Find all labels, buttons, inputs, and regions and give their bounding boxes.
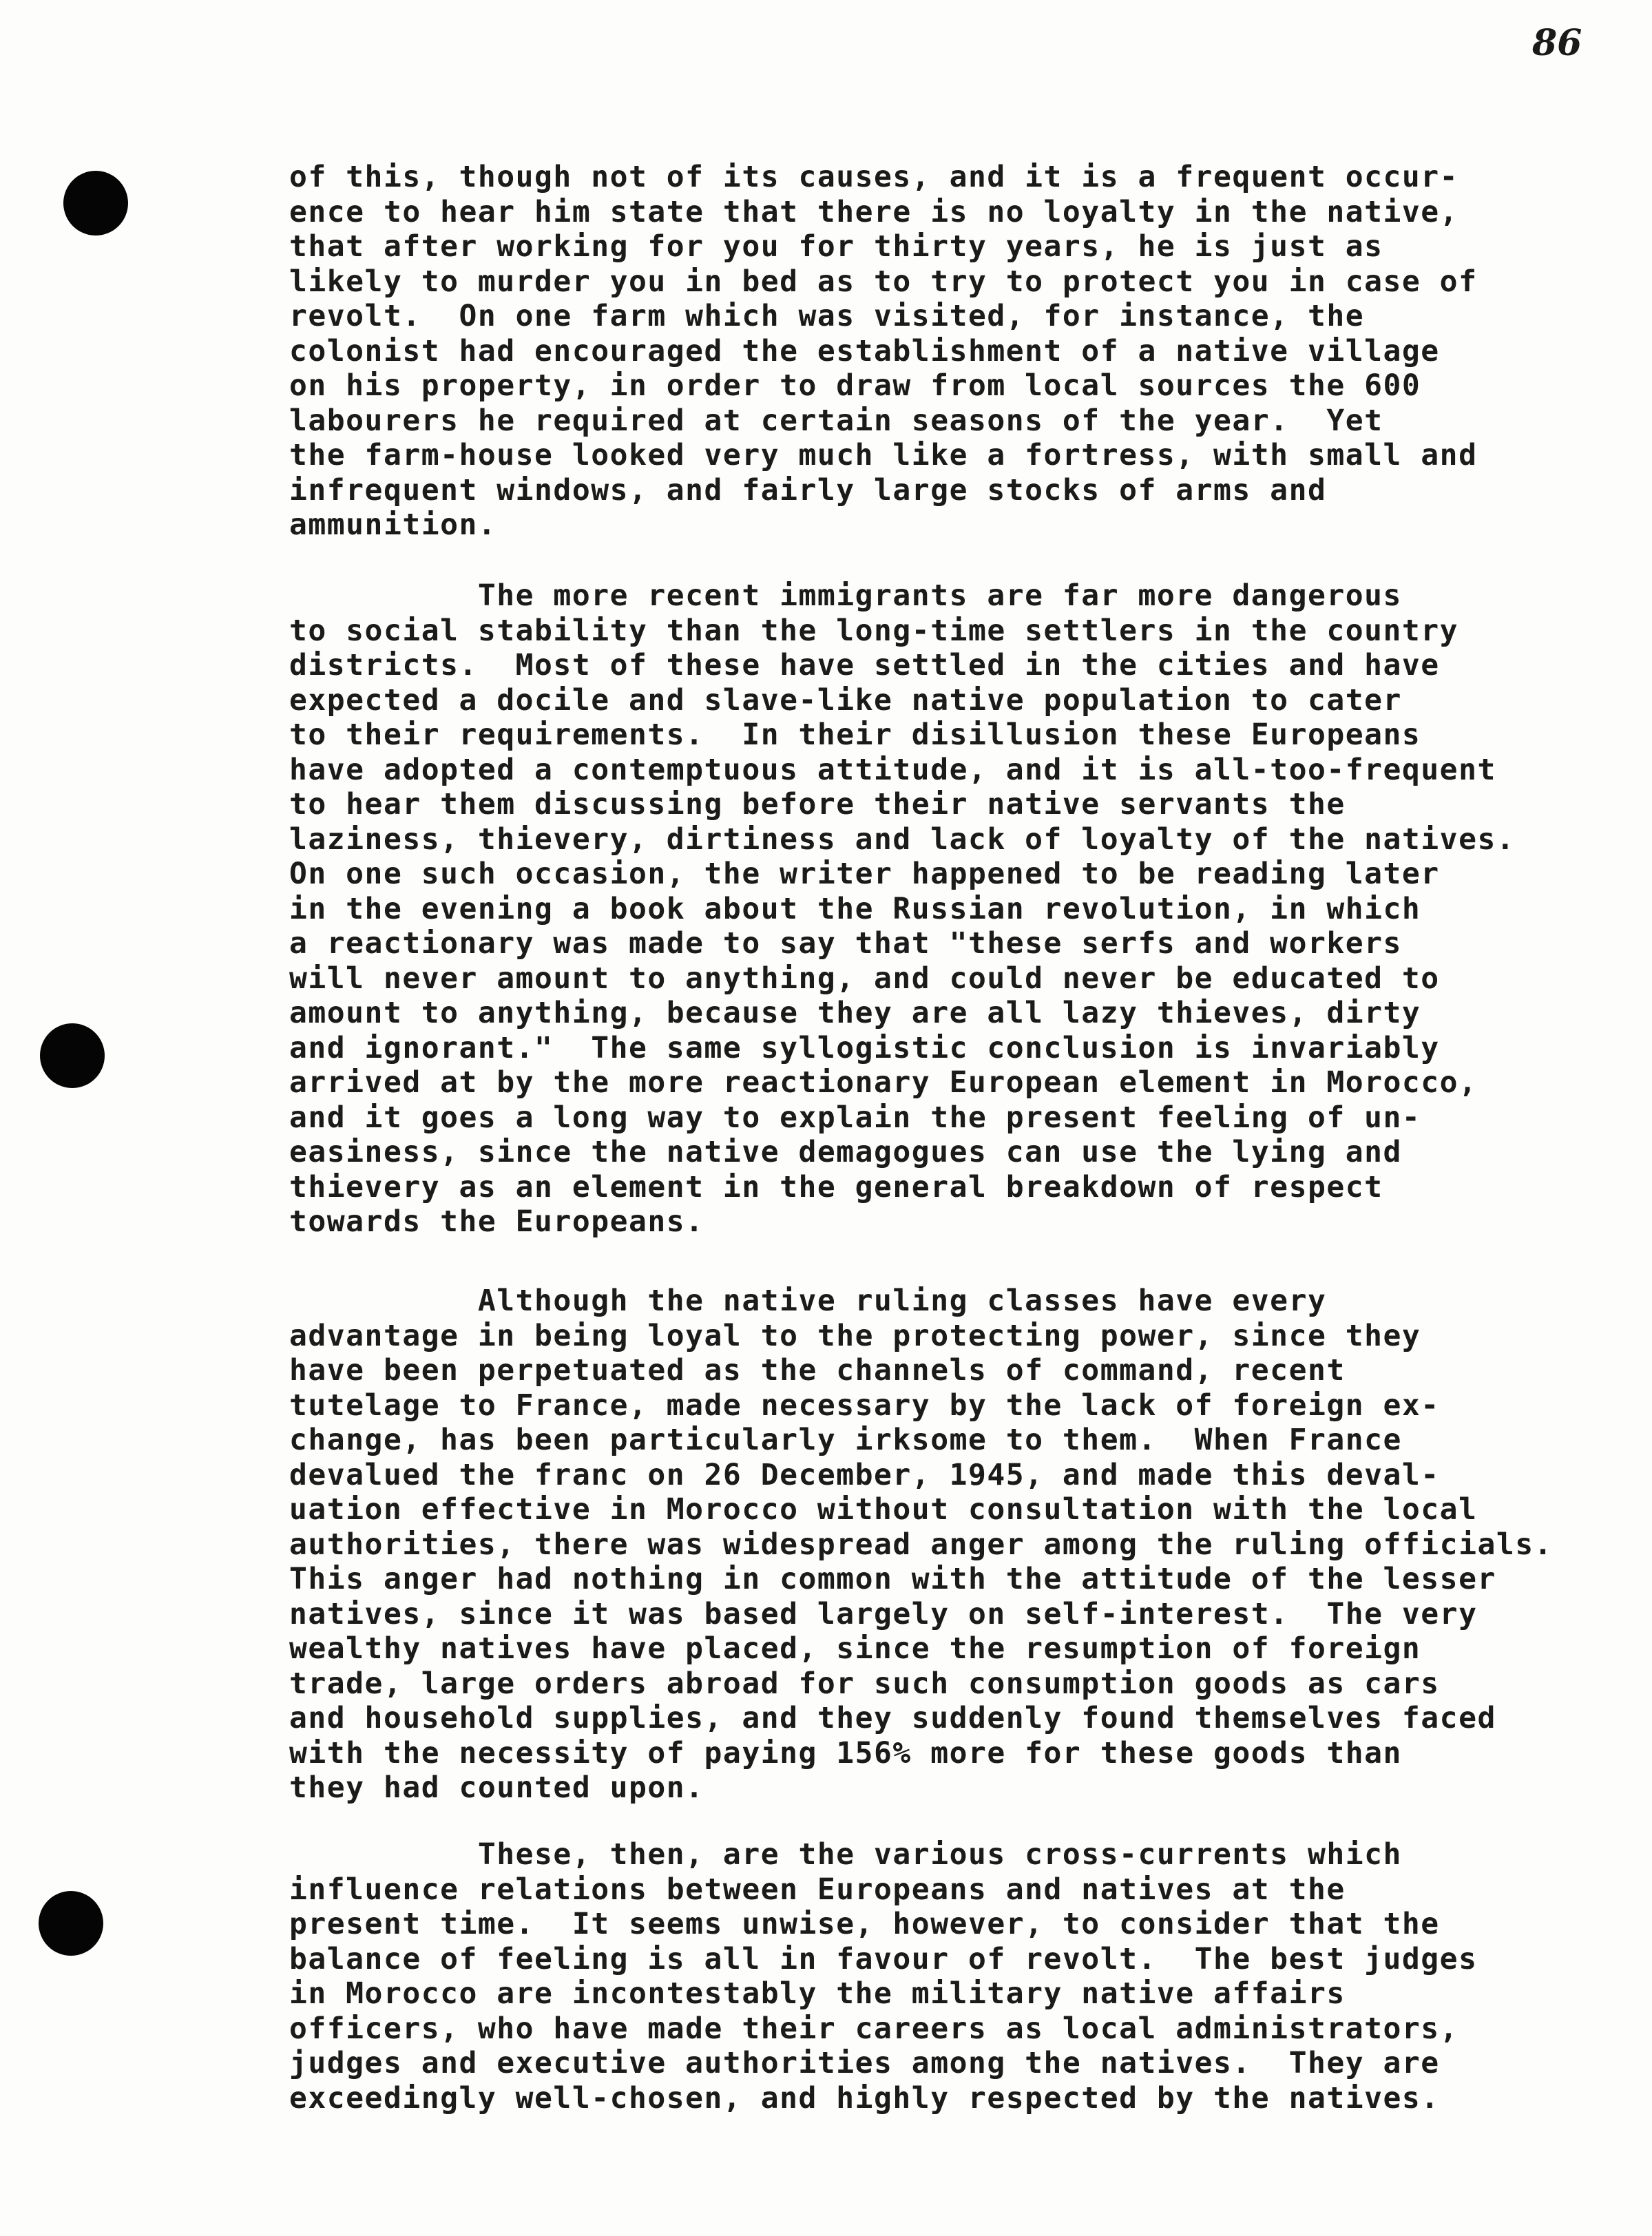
- text-line: Although the native ruling classes have every: [289, 1284, 1327, 1318]
- text-line: and household supplies, and they suddenly found themselves faced: [289, 1701, 1496, 1735]
- text-line: revolt. On one farm which was visited, for instance, the: [289, 299, 1365, 333]
- text-line: towards the Europeans.: [289, 1204, 704, 1239]
- text-line: change, has been particularly irksome to them. When France: [289, 1423, 1402, 1457]
- text-line: the farm-house looked very much like a fortress, with small and: [289, 438, 1478, 472]
- text-line: thievery as an element in the general breakdown of respect: [289, 1169, 1383, 1204]
- punch-hole-top: [63, 171, 128, 236]
- text-line: judges and executive authorities among the natives. They are: [289, 2046, 1440, 2080]
- text-line: This anger had nothing in common with the attitude of the lesser: [289, 1562, 1496, 1596]
- text-line: infrequent windows, and fairly large stocks of arms and: [289, 472, 1327, 508]
- text-line: arrived at by the more reactionary European element in Morocco,: [289, 1065, 1478, 1100]
- punch-hole-middle: [40, 1023, 105, 1088]
- text-line: laziness, thievery, dirtiness and lack of loyalty of the natives.: [289, 822, 1516, 857]
- text-line: trade, large orders abroad for such consumption goods as cars: [289, 1666, 1440, 1701]
- text-line: officers, who have made their careers as local administrators,: [289, 2011, 1459, 2046]
- text-line: of this, though not of its causes, and it is a frequent occur-: [289, 160, 1459, 194]
- text-line: amount to anything, because they are all lazy thieves, dirty: [289, 996, 1421, 1030]
- text-line: will never amount to anything, and could never be educated to: [289, 961, 1440, 996]
- text-line: and it goes a long way to explain the present feeling of un-: [289, 1100, 1421, 1135]
- text-line: labourers he required at certain seasons of the year. Yet: [289, 403, 1383, 438]
- text-line: with the necessity of paying 156% more for these goods than: [289, 1735, 1402, 1770]
- text-line: they had counted upon.: [289, 1770, 704, 1805]
- text-line: have been perpetuated as the channels of command, recent: [289, 1353, 1346, 1388]
- text-line: expected a docile and slave-like native population to cater: [289, 682, 1402, 718]
- text-line: advantage in being loyal to the protecting power, since they: [289, 1318, 1421, 1353]
- text-line: wealthy natives have placed, since the resumption of foreign: [289, 1631, 1421, 1666]
- text-line: and ignorant." The same syllogistic conclusion is invariably: [289, 1030, 1440, 1065]
- text-line: natives, since it was based largely on self-interest. The very: [289, 1596, 1478, 1631]
- text-line: a reactionary was made to say that "these serfs and workers: [289, 926, 1402, 961]
- text-line: devalued the franc on 26 December, 1945, and made this deval-: [289, 1457, 1440, 1492]
- text-line: easiness, since the native demagogues can use the lying and: [289, 1135, 1402, 1169]
- text-line: present time. It seems unwise, however, to consider that the: [289, 1907, 1440, 1941]
- text-line: have adopted a contemptuous attitude, and it is all-too-frequent: [289, 752, 1496, 787]
- punch-hole-bottom: [39, 1891, 103, 1956]
- text-line: likely to murder you in bed as to try to protect you in case of: [289, 264, 1478, 299]
- text-line: ammunition.: [289, 508, 497, 542]
- text-line: in the evening a book about the Russian revolution, in which: [289, 891, 1421, 926]
- text-line: These, then, are the various cross-currents which: [289, 1837, 1402, 1872]
- text-line: districts. Most of these have settled in the cities and have: [289, 648, 1440, 682]
- page-number: 86: [1532, 22, 1582, 64]
- text-line: On one such occasion, the writer happened to be reading later: [289, 857, 1440, 891]
- text-line: on his property, in order to draw from local sources the 600: [289, 368, 1421, 403]
- text-line: The more recent immigrants are far more dangerous: [289, 578, 1402, 613]
- text-line: influence relations between Europeans and natives at the: [289, 1872, 1346, 1907]
- text-line: exceedingly well-chosen, and highly respected by the natives.: [289, 2080, 1440, 2115]
- text-line: tutelage to France, made necessary by the lack of foreign ex-: [289, 1388, 1440, 1423]
- text-line: to social stability than the long-time settlers in the country: [289, 613, 1459, 648]
- text-line: to hear them discussing before their native servants the: [289, 787, 1346, 822]
- text-line: that after working for you for thirty years, he is just as: [289, 229, 1383, 264]
- text-line: ence to hear him state that there is no loyalty in the native,: [289, 194, 1459, 229]
- text-line: in Morocco are incontestably the military native affairs: [289, 1976, 1346, 2011]
- text-line: to their requirements. In their disillusion these Europeans: [289, 718, 1421, 752]
- text-line: colonist had encouraged the establishment of a native village: [289, 333, 1440, 368]
- text-line: uation effective in Morocco without consultation with the local: [289, 1492, 1478, 1527]
- text-line: authorities, there was widespread anger among the ruling officials.: [289, 1527, 1554, 1562]
- text-line: balance of feeling is all in favour of revolt. The best judges: [289, 1941, 1478, 1976]
